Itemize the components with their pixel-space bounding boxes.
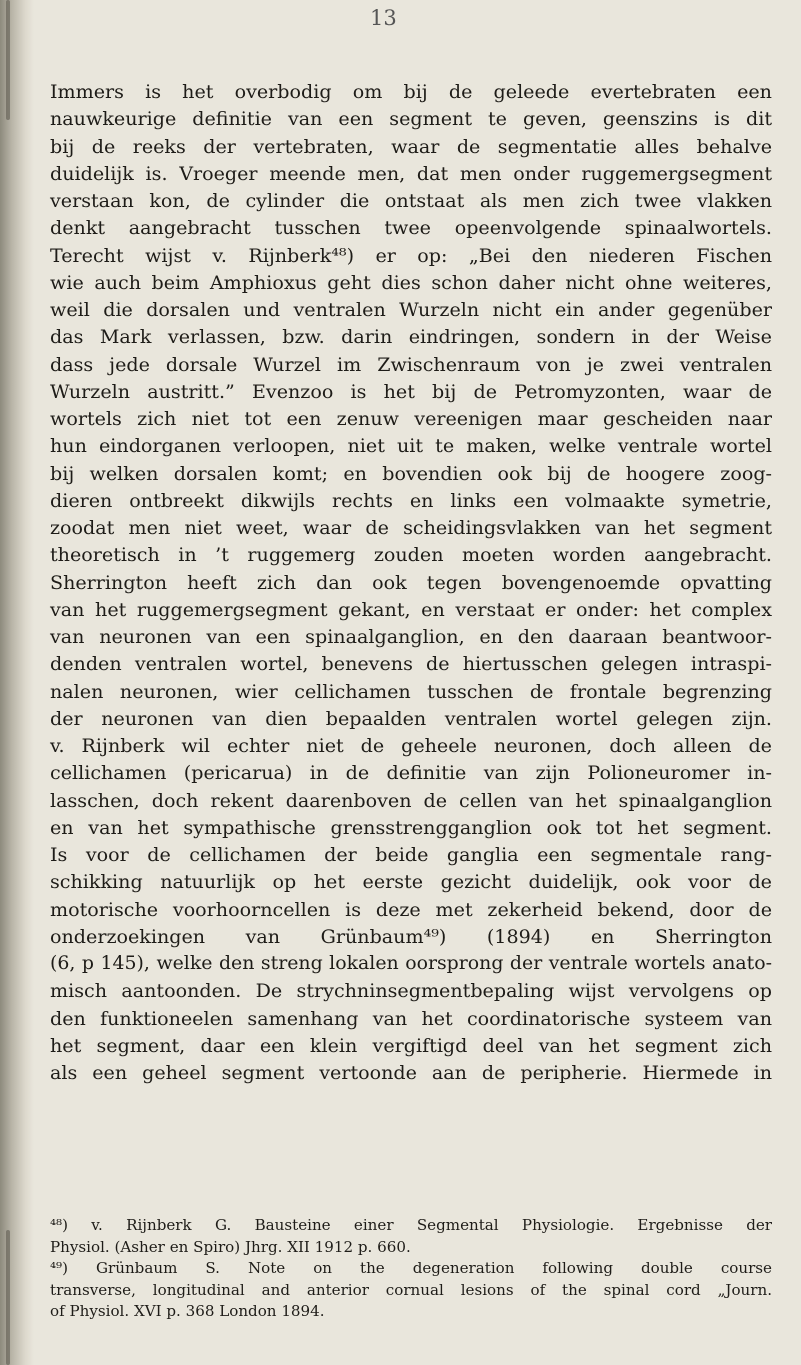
body-line: das Mark verlassen, bzw. darin eindringen, sondern in der Weise bbox=[50, 325, 772, 349]
footnote-line: ⁴⁹) Grünbaum S. Note on the degeneration following double course bbox=[50, 1259, 772, 1277]
body-line: verstaan kon, de cylinder die ontstaat als men zich twee vlakken bbox=[50, 189, 772, 212]
body-line: weil die dorsalen und ventralen Wurzeln nicht ein ander gegenüber bbox=[50, 298, 772, 321]
body-line: en van het sympathische grensstrengganglion ook tot het segment. bbox=[50, 815, 772, 839]
body-line: den funktioneelen samenhang van het coordinatorische systeem van bbox=[50, 1006, 772, 1030]
body-line: denkt aangebracht tusschen twee opeenvolgende spinaalwortels. bbox=[50, 216, 772, 240]
body-line: van het ruggemergsegment gekant, en verstaat er onder: het complex bbox=[50, 597, 772, 621]
body-line: Wurzeln austritt.” Evenzoo is het bij de Petromyzonten, waar de bbox=[50, 379, 772, 403]
body-line: nalen neuronen, wier cellichamen tusschen de frontale begrenzing bbox=[50, 679, 772, 703]
body-line: nauwkeurige definitie van een segment te geven, geenszins is dit bbox=[50, 107, 772, 131]
body-line: wortels zich niet tot een zenuw vereenigen maar gescheiden naar bbox=[50, 407, 772, 430]
body-line: (6, p 145), welke den streng lokalen oorsprong der ventrale wortels anato- bbox=[50, 952, 772, 974]
footnote-line: ⁴⁸) v. Rijnberk G. Bausteine einer Segmental Physiologie. Ergebnisse der bbox=[50, 1216, 772, 1234]
body-line: bij welken dorsalen komt; en bovendien ook bij de hoogere zoog- bbox=[50, 461, 772, 485]
body-line: wie auch beim Amphioxus geht dies schon daher nicht ohne weiteres, bbox=[50, 270, 772, 294]
body-line: cellichamen (pericarua) in de definitie van zijn Polioneuromer in- bbox=[50, 761, 772, 785]
body-line: Immers is het overbodig om bij de geleede evertebraten een bbox=[50, 80, 772, 103]
body-line: der neuronen van dien bepaalden ventralen wortel gelegen zijn. bbox=[50, 706, 772, 730]
body-line: schikking natuurlijk op het eerste gezicht duidelijk, ook voor de bbox=[50, 870, 772, 894]
body-line: dass jede dorsale Wurzel im Zwischenraum von je zwei ventralen bbox=[50, 352, 772, 376]
body-line: Sherrington heeft zich dan ook tegen bovengenoemde opvatting bbox=[50, 570, 772, 594]
body-line: duidelijk is. Vroeger meende men, dat men onder ruggemergsegment bbox=[50, 161, 772, 185]
body-line: lasschen, doch rekent daarenboven de cellen van het spinaalganglion bbox=[50, 788, 772, 812]
body-line: van neuronen van een spinaalganglion, en den daaraan beantwoor- bbox=[50, 625, 772, 648]
binding-mark bbox=[6, 0, 10, 120]
binding-shadow bbox=[0, 0, 34, 1365]
body-line: Is voor de cellichamen der beide ganglia een segmentale rang- bbox=[50, 843, 772, 866]
body-line: theoretisch in ’t ruggemerg zouden moeten worden aangebracht. bbox=[50, 543, 772, 567]
body-text bbox=[50, 78, 772, 1086]
footnotes bbox=[50, 1215, 772, 1323]
body-line: denden ventralen wortel, benevens de hiertusschen gelegen intraspi- bbox=[50, 652, 772, 676]
footnote-line: transverse, longitudinal and anterior cornual lesions of the spinal cord „Journ. bbox=[50, 1280, 772, 1299]
body-line: onderzoekingen van Grünbaum⁴⁹) (1894) en Sherrington bbox=[50, 924, 772, 948]
body-line: bij de reeks der vertebraten, waar de segmentatie alles behalve bbox=[50, 134, 772, 158]
footnote-line: of Physiol. XVI p. 368 London 1894. bbox=[50, 1302, 325, 1320]
body-line: dieren ontbreekt dikwijls rechts en links een volmaakte symetrie, bbox=[50, 488, 772, 512]
binding-mark bbox=[6, 1230, 10, 1365]
body-line: misch aantoonden. De strychninsegmentbepaling wijst vervolgens op bbox=[50, 979, 772, 1003]
page-number: 13 bbox=[370, 6, 397, 30]
body-line: als een geheel segment vertoonde aan de peripherie. Hiermede in bbox=[50, 1061, 772, 1084]
body-line: het segment, daar een klein vergiftigd deel van het segment zich bbox=[50, 1033, 772, 1057]
body-line: Terecht wijst v. Rijnberk⁴⁸) er op: „Bei den niederen Fischen bbox=[50, 243, 772, 267]
body-line: hun eindorganen verloopen, niet uit te maken, welke ventrale wortel bbox=[50, 434, 772, 458]
body-line: v. Rijnberk wil echter niet de geheele neuronen, doch alleen de bbox=[50, 734, 772, 757]
footnote-line: Physiol. (Asher en Spiro) Jhrg. XII 1912 p. 660. bbox=[50, 1237, 411, 1256]
body-line: zoodat men niet weet, waar de scheidingsvlakken van het segment bbox=[50, 516, 772, 539]
body-line: motorische voorhoorncellen is deze met zekerheid bekend, door de bbox=[50, 897, 772, 921]
